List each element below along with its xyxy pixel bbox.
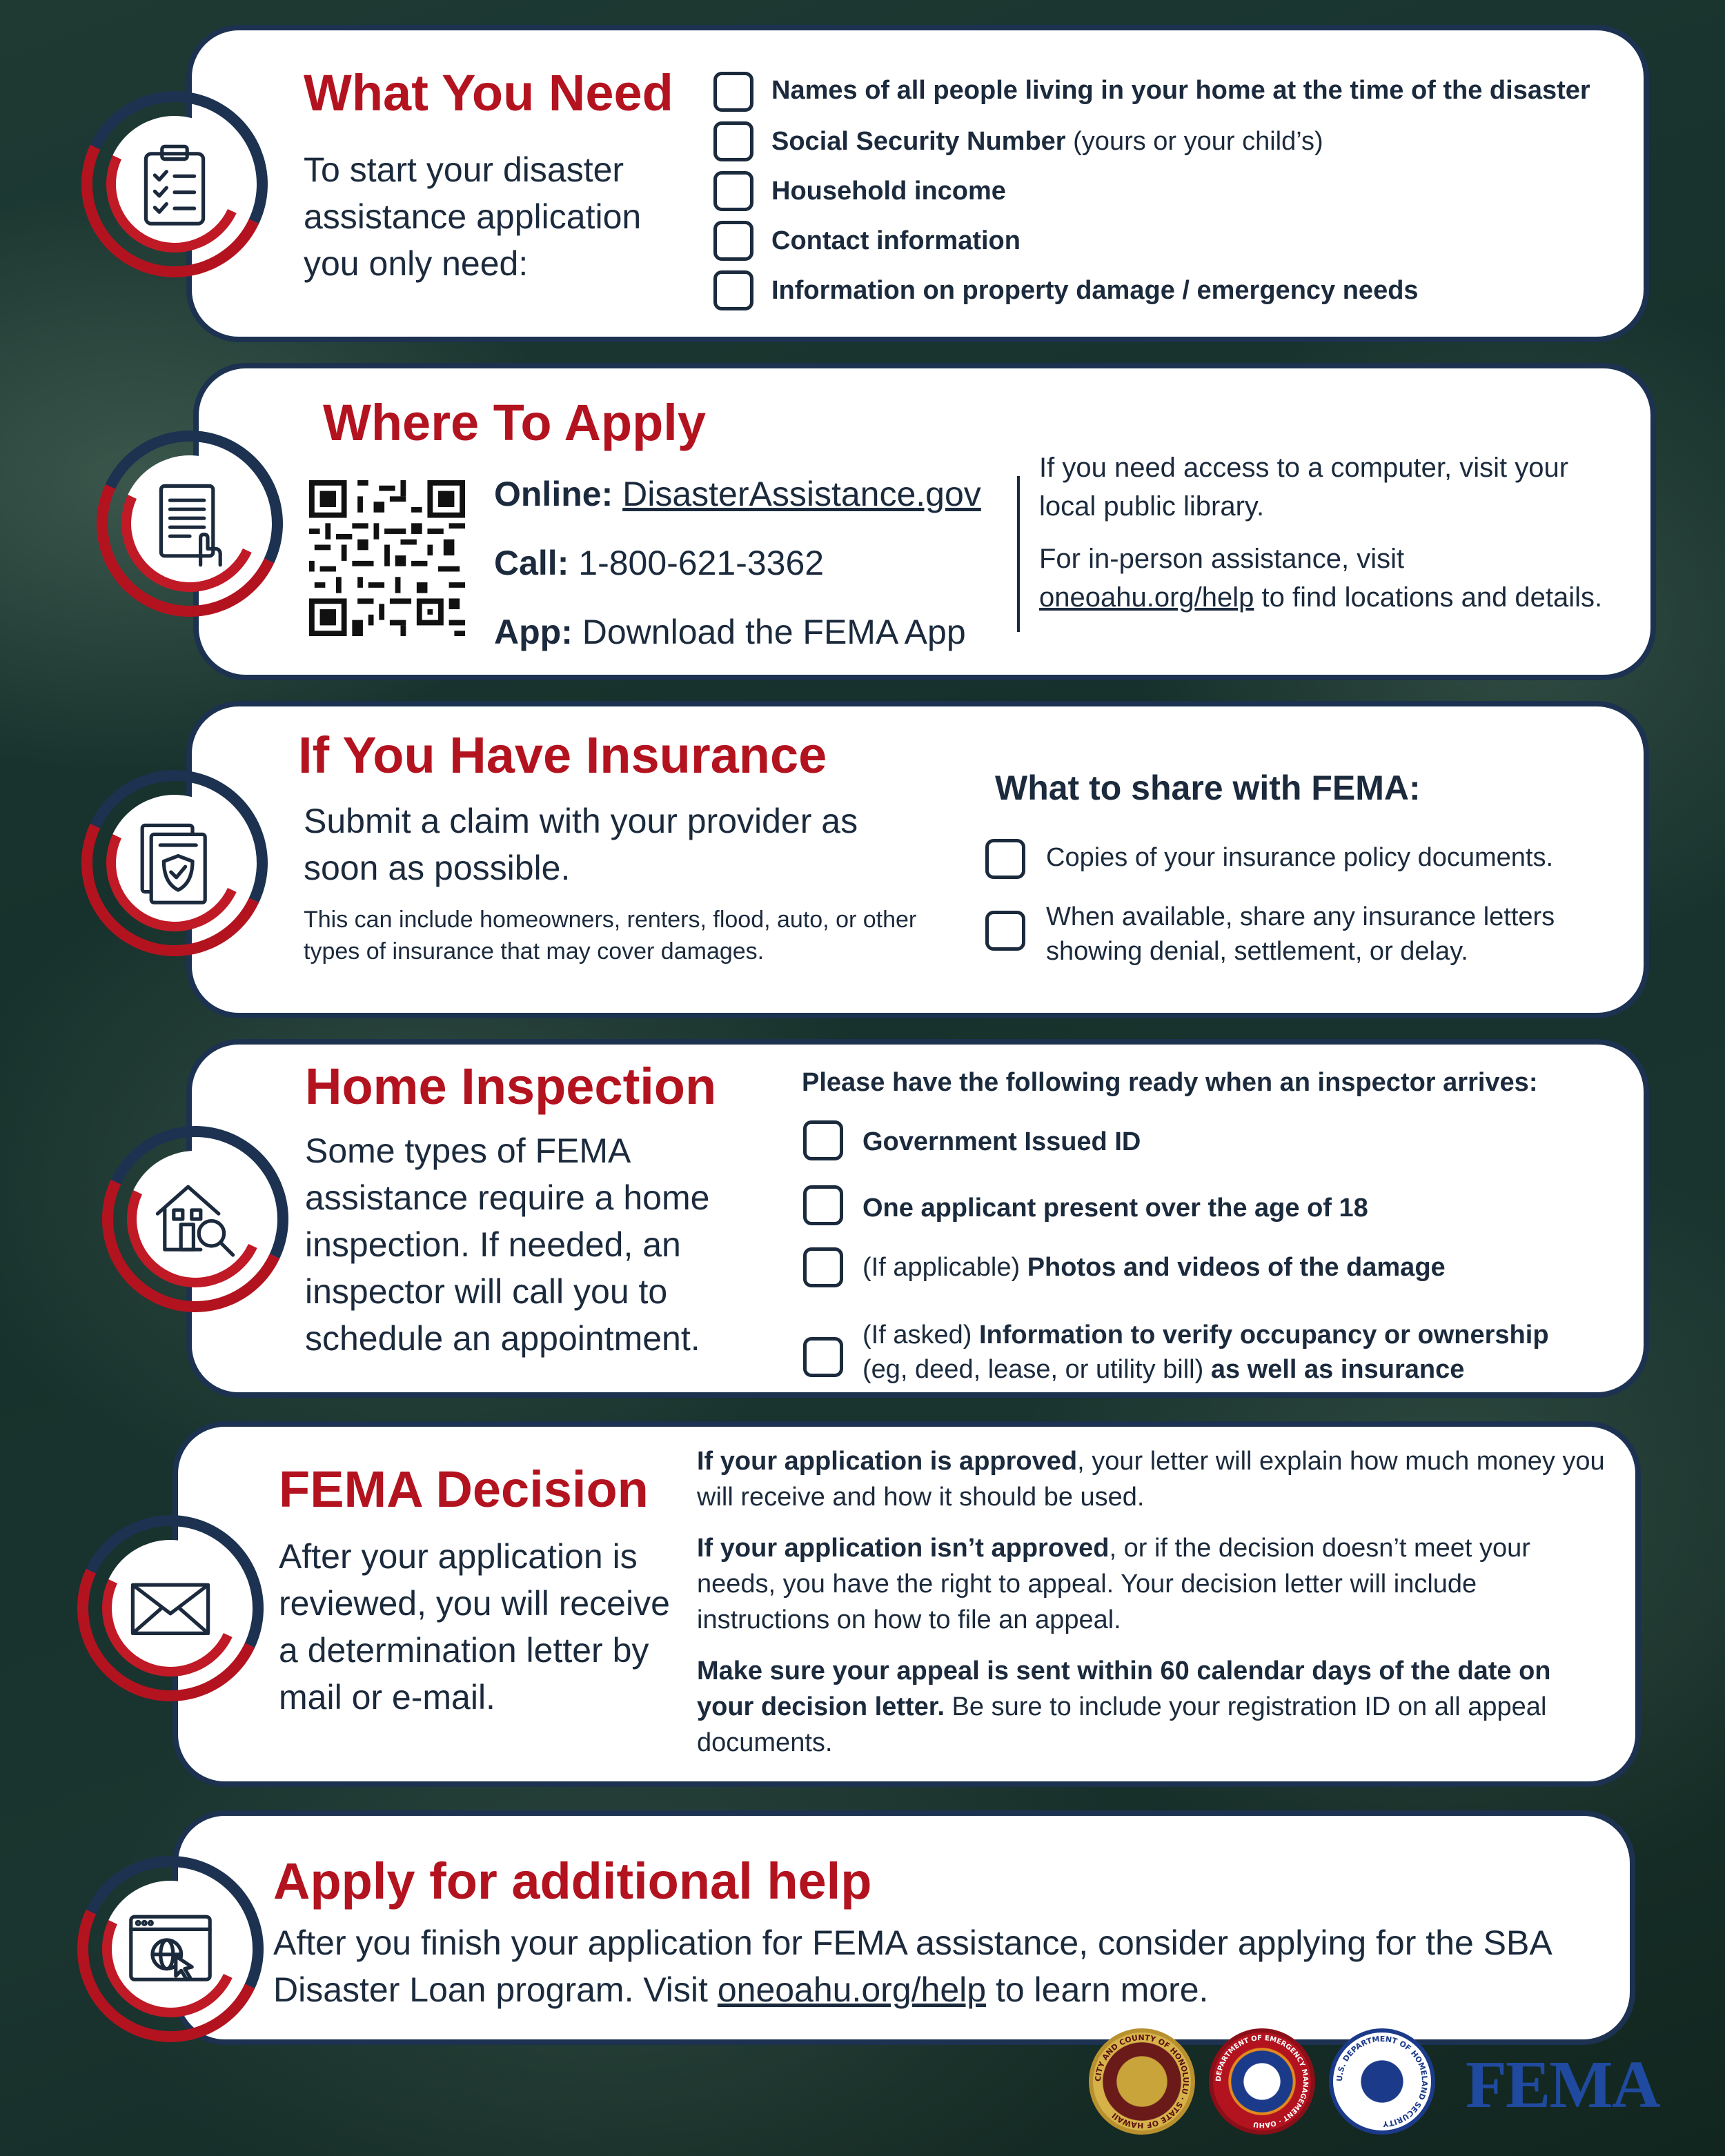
oneoahu-link[interactable]: oneoahu.org/help [717, 1970, 987, 2009]
additional-help-title: Apply for additional help [273, 1852, 872, 1910]
svg-text:DEPARTMENT OF EMERGENCY MANAGE: DEPARTMENT OF EMERGENCY MANAGEMENT · OAHU [1214, 2034, 1310, 2129]
inspection-item-1: Government Issued ID [862, 1127, 1141, 1156]
oahu-emergency-management-seal [1209, 2028, 1315, 2135]
honolulu-city-county-seal [1089, 2028, 1195, 2135]
need-checkbox-4[interactable] [713, 221, 753, 261]
decision-approved: If your application is approved, your letter will explain how much money you will receive and how it should be used. [697, 1447, 1605, 1512]
inspection-item-3: (If applicable) Photos and videos of the damage [862, 1253, 1446, 1282]
fema-logo: FEMA [1466, 2048, 1659, 2122]
additional-help-text: After you finish your application for FEMA assistance, consider applying for the SBA Disaster Loan program. Visit oneoahu.org/help to learn more. [273, 1923, 1550, 2009]
clipboard-checklist-icon [106, 116, 243, 253]
inspection-checkbox-3[interactable] [803, 1247, 843, 1287]
insurance-checkbox-1[interactable] [985, 839, 1025, 879]
dhs-seal [1329, 2028, 1435, 2135]
svg-text:CITY AND COUNTY OF HONOLULU ·: CITY AND COUNTY OF HONOLULU · STATE OF HAWAII [1093, 2033, 1191, 2130]
inspection-checkbox-4[interactable] [803, 1337, 843, 1377]
inspection-item-4: (If asked) Information to verify occupancy or ownership [862, 1321, 1549, 1349]
apply-divider [1017, 476, 1020, 632]
insurance-note: This can include homeowners, renters, flood, auto, or other types of insurance that may cover damages. [304, 907, 917, 965]
apply-app: App: Download the FEMA App [494, 613, 966, 651]
oneoahu-link[interactable]: oneoahu.org/help [1039, 582, 1254, 613]
insurance-checkbox-2[interactable] [985, 911, 1025, 951]
inspection-checkbox-2[interactable] [803, 1185, 843, 1225]
share-heading: What to share with FEMA: [995, 769, 1421, 807]
insurance-shield-document-icon [106, 795, 243, 931]
need-item-3: Household income [771, 177, 1006, 206]
where-to-apply-title: Where To Apply [323, 394, 706, 451]
document-pointer-icon [121, 455, 258, 592]
home-inspection-lead: Some types of FEMA assistance require a home inspection. If needed, an inspector will call you to schedule an appointment. [305, 1131, 710, 1358]
browser-globe-icon [102, 1881, 239, 2017]
need-checkbox-2[interactable] [713, 121, 753, 161]
fema-decision-lead: After your application is reviewed, you will receive a determination letter by mail or e-mail. [279, 1537, 670, 1717]
insurance-item-2: When available, share any insurance letters showing denial, settlement, or delay. [1046, 902, 1555, 966]
need-item-5: Information on property damage / emergency needs [771, 276, 1419, 305]
fema-decision-title: FEMA Decision [279, 1461, 649, 1518]
decision-not-approved: If your application isn’t approved, or if the decision doesn’t meet your needs, you have the right to appeal. Your decision letter will include instructions on how to file an appeal. [697, 1534, 1530, 1634]
svg-text:U.S. DEPARTMENT OF HOMELAND SE: U.S. DEPARTMENT OF HOMELAND SECURITY [1334, 2034, 1430, 2129]
inspection-item-2: One applicant present over the age of 18 [862, 1194, 1368, 1223]
library-text: If you need access to a computer, visit your local public library. [1039, 453, 1569, 522]
need-checkbox-5[interactable] [713, 270, 753, 310]
inspection-checkbox-1[interactable] [803, 1120, 843, 1160]
phone-number[interactable]: 1-800-621-3362 [578, 544, 825, 582]
need-item-4: Contact information [771, 226, 1021, 255]
insurance-title: If You Have Insurance [298, 726, 827, 784]
disaster-assistance-link[interactable]: DisasterAssistance.gov [622, 475, 981, 513]
need-checkbox-3[interactable] [713, 171, 753, 211]
need-item-2: Social Security Number (yours or your child’s) [771, 127, 1323, 156]
apply-call: Call: 1-800-621-3362 [494, 544, 825, 582]
qr-code[interactable] [309, 480, 465, 636]
house-search-icon [127, 1151, 264, 1287]
apply-online: Online: DisasterAssistance.gov [494, 475, 981, 513]
insurance-item-1: Copies of your insurance policy documents. [1046, 843, 1554, 872]
envelope-icon [102, 1540, 239, 1677]
inperson-text: For in-person assistance, visit oneoahu.org/help to find locations and details. [1039, 544, 1603, 613]
need-item-1: Names of all people living in your home at the time of the disaster [771, 76, 1590, 105]
what-you-need-lead: To start your disaster assistance application you only need: [304, 150, 642, 283]
need-checkbox-1[interactable] [713, 72, 753, 112]
what-you-need-title: What You Need [304, 64, 673, 121]
decision-appeal-deadline: Make sure your appeal is sent within 60 calendar days of the date on your decision letter. Be sure to include your registration ID on all appeal documents. [697, 1656, 1551, 1757]
home-inspection-title: Home Inspection [305, 1058, 717, 1115]
insurance-lead: Submit a claim with your provider as soon as possible. [304, 802, 858, 887]
inspection-ready-heading: Please have the following ready when an inspector arrives: [802, 1068, 1538, 1097]
inspection-item-4-line2: (eg, deed, lease, or utility bill) as well as insurance [862, 1355, 1465, 1384]
